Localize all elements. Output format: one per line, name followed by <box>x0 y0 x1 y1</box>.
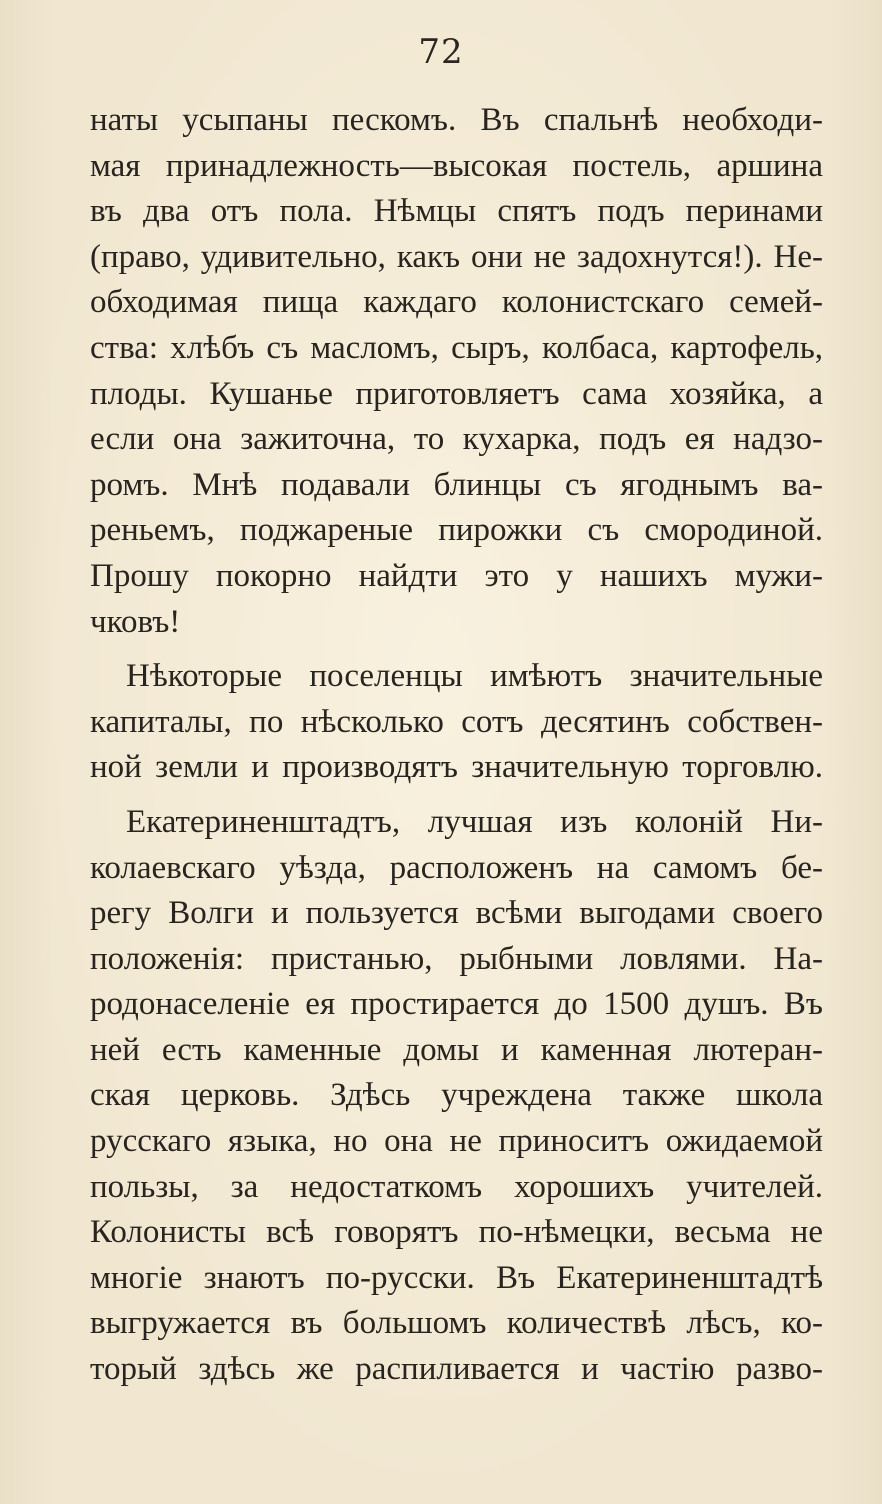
paragraph <box>90 800 823 1393</box>
text-line: положенія: пристанью, рыбными ловлями. На- <box>90 940 823 977</box>
text-line: пользы, за недостаткомъ хорошихъ учителей. <box>90 1168 823 1205</box>
page-number: 72 <box>418 32 464 72</box>
text-line: ней есть каменные домы и каменная лютеран- <box>90 1031 823 1068</box>
text-line: ская церковь. Здѣсь учреждена также школа <box>90 1077 823 1114</box>
text-line: реньемъ, поджареные пирожки съ смородиной. <box>90 512 823 549</box>
text-line: капиталы, по нѣсколько сотъ десятинъ собствен- <box>90 703 823 740</box>
body-text <box>90 98 823 1393</box>
text-line: обходимая пища каждаго колонистскаго семей- <box>90 284 823 321</box>
text-line: русскаго языка, но она не приноситъ ожидаемой <box>90 1123 823 1160</box>
text-line: ромъ. Мнѣ подавали блинцы съ ягоднымъ ва- <box>90 466 823 503</box>
text-line: ной земли и производятъ значительную торговлю. <box>90 749 823 786</box>
text-line: регу Волги и пользуется всѣми выгодами своего <box>90 895 823 932</box>
text-line: мая принадлежность—высокая постель, аршина <box>90 147 823 184</box>
text-line: Колонисты всѣ говорятъ по-нѣмецки, весьма не <box>90 1214 823 1251</box>
text-line: плоды. Кушанье приготовляетъ сама хозяйка, а <box>90 375 823 412</box>
text-line: въ два отъ пола. Нѣмцы спятъ подъ перинами <box>90 193 823 230</box>
text-line: (право, удивительно, какъ они не задохнутся!). Не- <box>90 238 823 275</box>
paragraph <box>90 98 823 645</box>
text-line: ства: хлѣбъ съ масломъ, сыръ, колбаса, картофель, <box>90 329 823 366</box>
text-line: Екатериненштадтъ, лучшая изъ колоній Ни- <box>126 803 823 840</box>
text-line: торый здѣсь же распиливается и частію разво- <box>90 1351 823 1388</box>
text-line: чковъ! <box>90 603 181 640</box>
paragraph <box>90 654 823 791</box>
text-line: Нѣкоторые поселенцы имѣютъ значительные <box>126 658 823 695</box>
text-line: Прошу покорно найдти это у нашихъ мужи- <box>90 557 823 594</box>
text-line: наты усыпаны пескомъ. Въ спальнѣ необходи- <box>90 102 823 138</box>
text-line: если она зажиточна, то кухарка, подъ ея надзо- <box>90 421 823 458</box>
text-line: многіе знаютъ по-русски. Въ Екатериненштадтѣ <box>90 1259 823 1296</box>
text-line: выгружается въ большомъ количествѣ лѣсъ, ко- <box>90 1305 823 1342</box>
text-line: колаевскаго уѣзда, расположенъ на самомъ бе- <box>90 849 823 886</box>
text-line: родонаселеніе ея простирается до 1500 душъ. Въ <box>90 986 823 1023</box>
